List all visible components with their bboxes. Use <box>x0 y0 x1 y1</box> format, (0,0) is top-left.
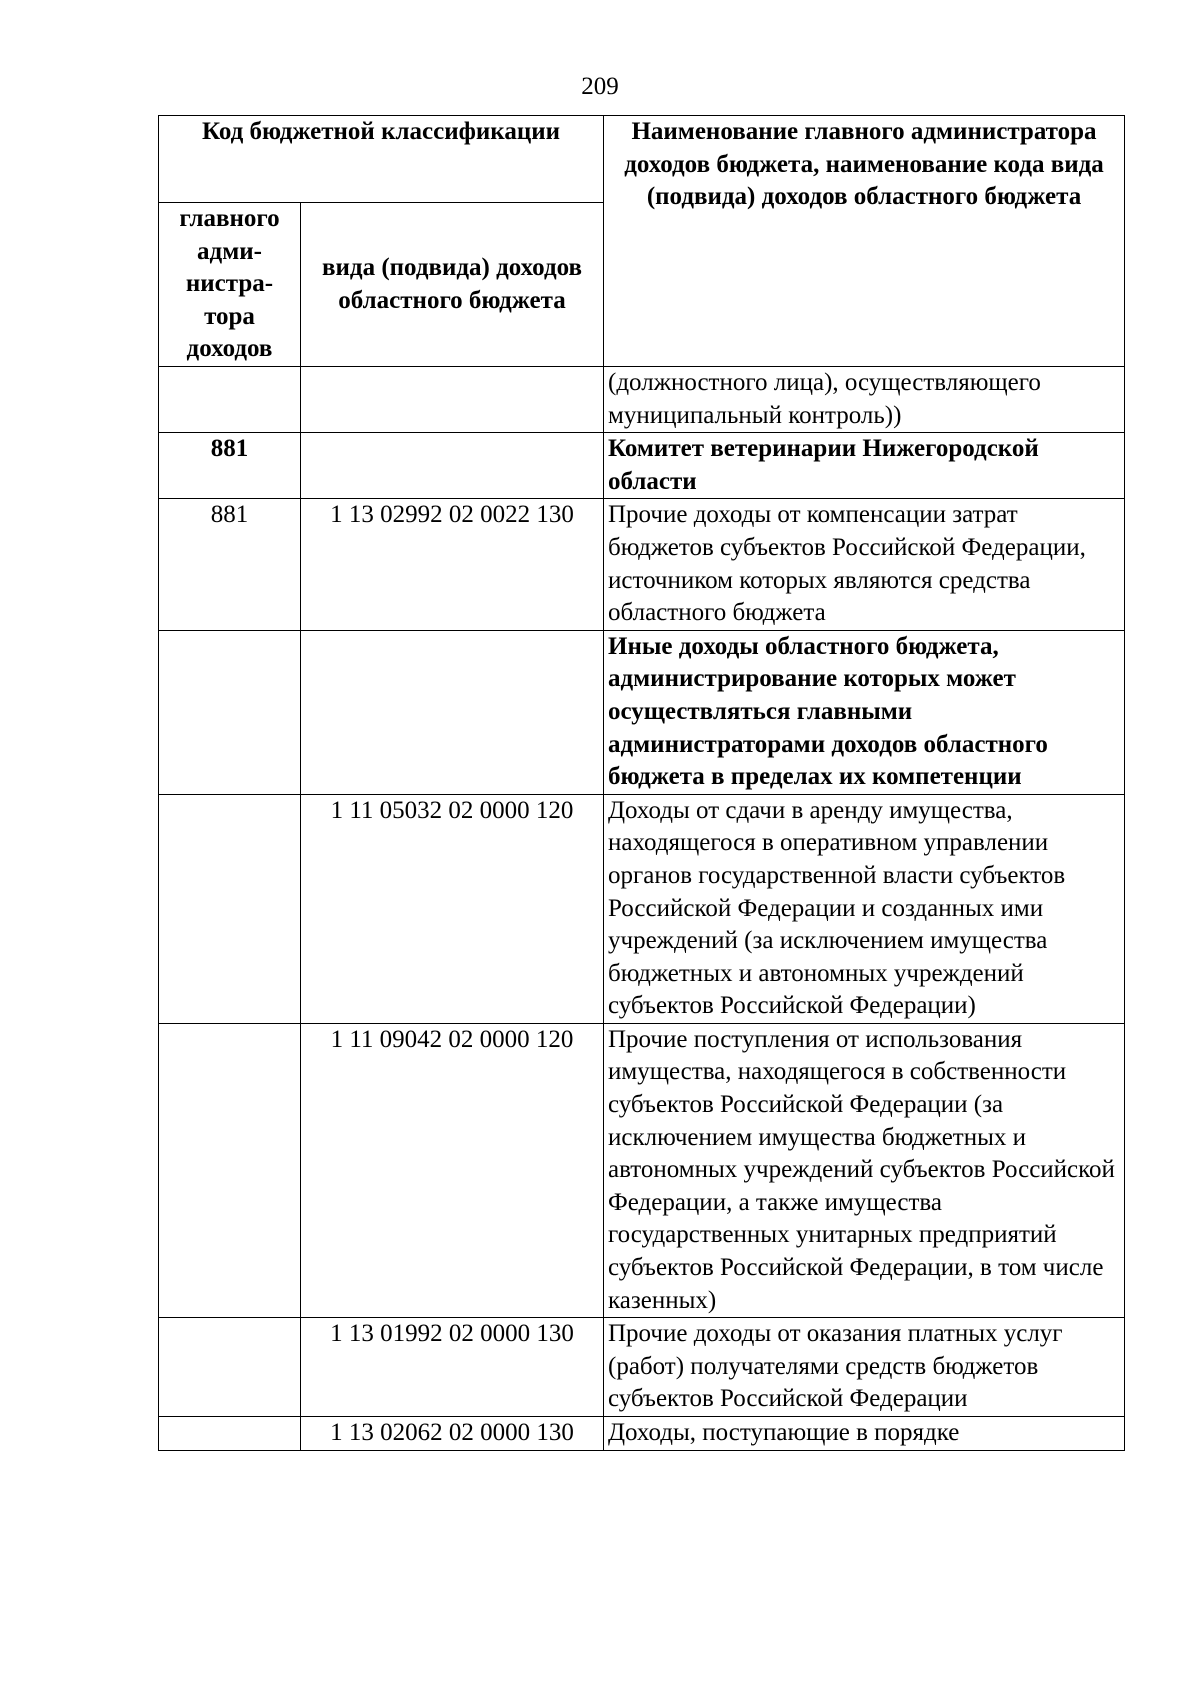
cell-income-name: Комитет ветеринарии Нижегородской области <box>604 433 1125 499</box>
budget-classification-table <box>158 115 1125 1451</box>
table-row <box>159 499 1125 630</box>
table-row <box>159 433 1125 499</box>
cell-income-code: 1 11 05032 02 0000 120 <box>301 794 604 1023</box>
cell-admin-code <box>159 1318 301 1417</box>
table-row <box>159 367 1125 433</box>
table-row <box>159 794 1125 1023</box>
cell-admin-code <box>159 794 301 1023</box>
cell-income-code <box>301 367 604 433</box>
cell-admin-code <box>159 630 301 794</box>
cell-admin-code <box>159 367 301 433</box>
cell-income-code: 1 13 02062 02 0000 130 <box>301 1417 604 1451</box>
table-row <box>159 1417 1125 1451</box>
cell-income-name: Доходы, поступающие в порядке <box>604 1417 1125 1451</box>
cell-admin-code <box>159 1023 301 1317</box>
cell-income-code <box>301 630 604 794</box>
table-header <box>159 116 1125 367</box>
cell-admin-code: 881 <box>159 499 301 630</box>
cell-admin-code: 881 <box>159 433 301 499</box>
cell-admin-code <box>159 1417 301 1451</box>
cell-income-name: Прочие поступления от использования имущества, находящегося в собственности субъектов Российской Федерации (за исключением имущества бюджетных и автономных учреждений субъектов Российской Федерации, а также имущества государственных унитарных предприятий субъектов Российской Федерации, в том числе казенных) <box>604 1023 1125 1317</box>
header-main-administrator: главного адми-нистра-тора доходов <box>159 203 301 367</box>
table-row <box>159 1023 1125 1317</box>
cell-income-code <box>301 433 604 499</box>
table-row <box>159 630 1125 794</box>
cell-income-code: 1 13 02992 02 0022 130 <box>301 499 604 630</box>
cell-income-code: 1 11 09042 02 0000 120 <box>301 1023 604 1317</box>
page-number: 209 <box>581 73 619 100</box>
header-budget-classification-code: Код бюджетной классификации <box>159 116 604 203</box>
cell-income-name: Прочие доходы от оказания платных услуг (работ) получателями средств бюджетов субъектов Российской Федерации <box>604 1318 1125 1417</box>
header-income-type: вида (подвида) доходов областного бюджета <box>301 203 604 367</box>
header-administrator-name: Наименование главного администратора доходов бюджета, наименование кода вида (подвида) доходов областного бюджета <box>604 116 1125 367</box>
cell-income-name: Прочие доходы от компенсации затрат бюджетов субъектов Российской Федерации, источником которых являются средства областного бюджета <box>604 499 1125 630</box>
cell-income-name: Иные доходы областного бюджета, администрирование которых может осуществляться главными администраторами доходов областного бюджета в пределах их компетенции <box>604 630 1125 794</box>
table-row <box>159 1318 1125 1417</box>
cell-income-name: Доходы от сдачи в аренду имущества, находящегося в оперативном управлении органов государственной власти субъектов Российской Федерации и созданных ими учреждений (за исключением имущества бюджетных и автономных учреждений субъектов Российской Федерации) <box>604 794 1125 1023</box>
table-body <box>159 367 1125 1451</box>
cell-income-code: 1 13 01992 02 0000 130 <box>301 1318 604 1417</box>
cell-income-name: (должностного лица), осуществляющего муниципальный контроль)) <box>604 367 1125 433</box>
